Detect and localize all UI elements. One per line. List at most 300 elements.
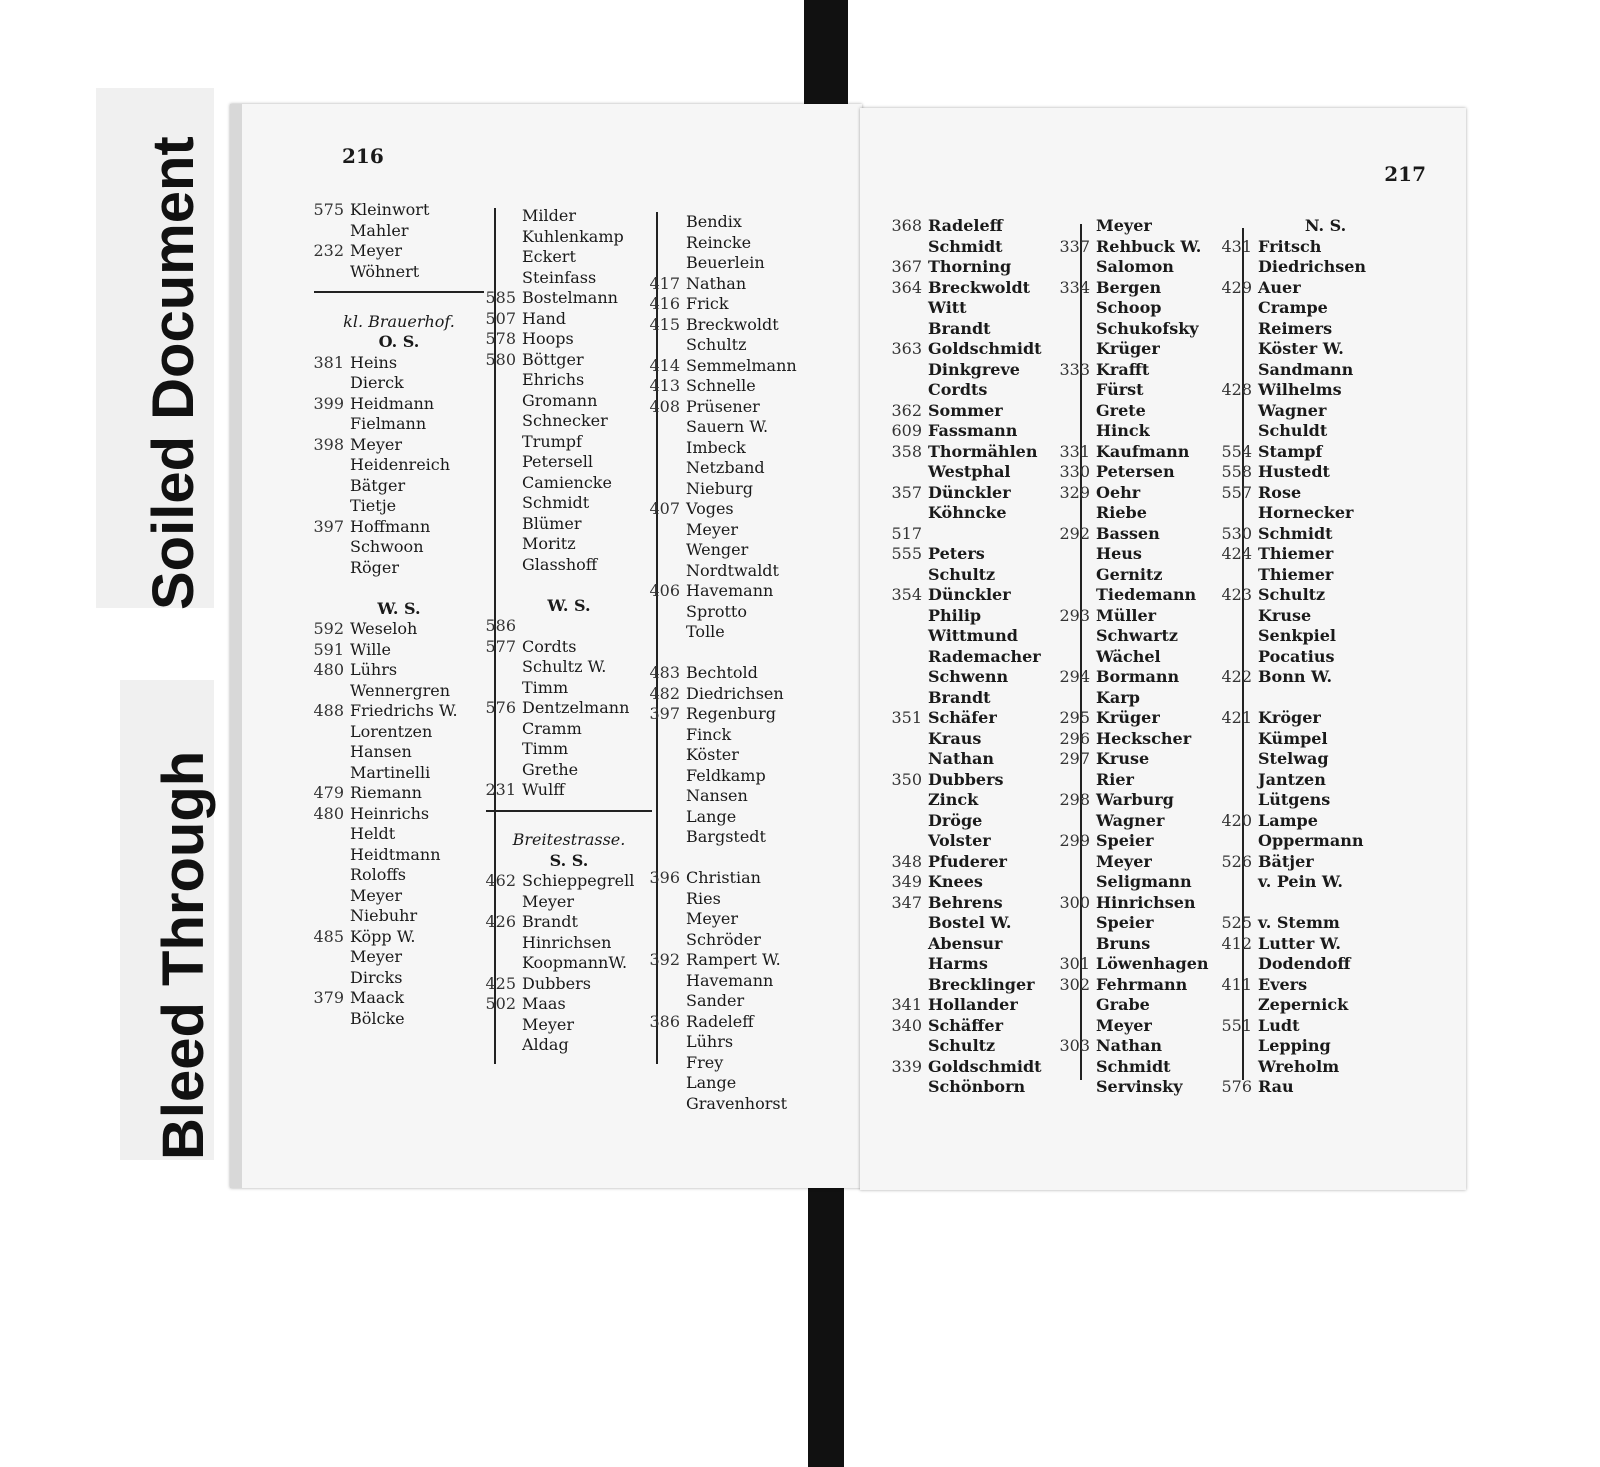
- resident-name: Westphal: [928, 462, 1011, 481]
- resident-entry: [1056, 360, 1226, 381]
- resident-name: Pocatius: [1258, 646, 1335, 666]
- resident-name: Nieburg: [686, 478, 754, 498]
- resident-entry: [1056, 626, 1226, 647]
- left-page: [230, 104, 862, 1188]
- resident-entry: [888, 421, 1078, 442]
- house-number: 485: [313, 926, 344, 946]
- house-number: 417: [649, 273, 680, 293]
- resident-entry: [888, 872, 1078, 893]
- resident-entry: [482, 493, 656, 514]
- resident-entry: [646, 520, 851, 541]
- house-number: 416: [649, 294, 680, 313]
- resident-name: Evers: [1258, 974, 1308, 994]
- resident-entry: [646, 766, 851, 787]
- resident-entry: [646, 1094, 851, 1115]
- house-number: 525: [1221, 913, 1252, 932]
- section-rule: [482, 810, 656, 831]
- house-number: 428: [1221, 380, 1252, 399]
- resident-entry: [1218, 524, 1433, 545]
- resident-name: Lorentzen: [350, 721, 433, 741]
- resident-name: Hinrichsen: [522, 932, 612, 952]
- resident-entry: [310, 455, 488, 476]
- resident-entry: [310, 886, 488, 907]
- resident-entry: [482, 739, 656, 760]
- resident-entry: [888, 934, 1078, 955]
- resident-name: Schmidt: [928, 236, 1003, 256]
- resident-name: Rose: [1258, 482, 1302, 502]
- resident-entry: [888, 1077, 1078, 1098]
- resident-entry: [1218, 872, 1433, 893]
- resident-name: Regenburg: [686, 704, 776, 723]
- resident-entry: [1218, 237, 1433, 258]
- house-number: 502: [485, 994, 516, 1013]
- house-number: 399: [313, 393, 344, 413]
- resident-name: Mahler: [350, 220, 409, 240]
- resident-name: Nordtwaldt: [686, 560, 779, 580]
- house-number: 339: [891, 1056, 922, 1076]
- resident-entry: [646, 704, 851, 725]
- resident-name: Meyer: [350, 947, 403, 966]
- house-number: 301: [1059, 954, 1090, 973]
- resident-entry: [1218, 790, 1433, 811]
- resident-name: Brecklinger: [928, 974, 1035, 994]
- resident-name: Schuldt: [1258, 421, 1328, 440]
- resident-entry: [310, 968, 488, 989]
- resident-name: Schwartz: [1096, 626, 1178, 645]
- resident-name: Nathan: [686, 273, 747, 293]
- resident-entry: [646, 745, 851, 766]
- resident-name: Brandt: [522, 912, 578, 931]
- resident-entry: [1056, 995, 1226, 1016]
- resident-name: Netzband: [686, 458, 765, 477]
- page-number: 216: [342, 144, 384, 168]
- resident-entry: [646, 499, 851, 520]
- resident-entry: [482, 309, 656, 330]
- house-number: 368: [891, 216, 922, 235]
- resident-name: Roloffs: [350, 865, 407, 884]
- resident-entry: [1056, 216, 1226, 237]
- resident-entry: [1056, 278, 1226, 299]
- resident-name: Breckwoldt: [686, 314, 779, 334]
- house-number: 398: [313, 434, 344, 454]
- resident-entry: [310, 783, 488, 804]
- resident-name: Lange: [686, 806, 737, 826]
- resident-entry: [1056, 257, 1226, 278]
- resident-entry: [888, 257, 1078, 278]
- house-number: 381: [313, 352, 344, 372]
- spine-top: [804, 0, 848, 108]
- resident-name: Köhncke: [928, 503, 1007, 522]
- house-number: 576: [1221, 1077, 1252, 1096]
- resident-entry: [888, 380, 1078, 401]
- resident-name: Blümer: [522, 513, 582, 533]
- resident-name: KoopmannW.: [522, 953, 628, 972]
- resident-name: Witt: [928, 298, 967, 317]
- resident-name: Weseloh: [350, 619, 418, 638]
- house-number: 431: [1221, 236, 1252, 256]
- resident-name: Reincke: [686, 232, 752, 252]
- right-page: [860, 108, 1466, 1190]
- resident-name: Wittmund: [928, 626, 1018, 645]
- resident-name: Behrens: [928, 892, 1003, 912]
- resident-name: Abensur: [928, 933, 1003, 953]
- house-number: 396: [649, 868, 680, 887]
- resident-name: Lütgens: [1258, 790, 1331, 809]
- resident-entry: [888, 565, 1078, 586]
- resident-entry: [646, 233, 851, 254]
- resident-name: Sprotto: [686, 601, 747, 621]
- resident-name: Schultz: [686, 335, 747, 354]
- resident-name: Lange: [686, 1073, 737, 1092]
- resident-entry: [482, 678, 656, 699]
- resident-entry: [888, 831, 1078, 852]
- resident-name: Dubbers: [522, 973, 591, 993]
- house-number: 362: [891, 400, 922, 420]
- house-number: 411: [1221, 974, 1252, 994]
- house-number: 354: [891, 585, 922, 604]
- resident-entry: [482, 719, 656, 740]
- resident-name: Speier: [1096, 913, 1154, 932]
- resident-name: Schoop: [1096, 298, 1162, 317]
- resident-entry: [1218, 565, 1433, 586]
- house-number: 392: [649, 950, 680, 969]
- resident-entry: [1218, 585, 1433, 606]
- resident-entry: [310, 947, 488, 968]
- resident-name: Köpp W.: [350, 926, 416, 946]
- resident-entry: [1056, 975, 1226, 996]
- resident-entry: [1218, 831, 1433, 852]
- house-number: 423: [1221, 585, 1252, 604]
- spacer: [482, 575, 656, 596]
- house-number: 592: [313, 619, 344, 638]
- resident-name: Rehbuck W.: [1096, 236, 1202, 256]
- resident-name: Frick: [686, 294, 729, 313]
- resident-entry: [1218, 913, 1433, 934]
- right-column-1: [888, 216, 1078, 1098]
- resident-name: Krafft: [1096, 359, 1150, 379]
- resident-entry: [888, 360, 1078, 381]
- resident-entry: [646, 376, 851, 397]
- resident-entry: [1218, 1077, 1433, 1098]
- resident-entry: [1056, 770, 1226, 791]
- resident-name: Moritz: [522, 534, 576, 553]
- resident-entry: [482, 1015, 656, 1036]
- resident-entry: [1218, 708, 1433, 729]
- resident-entry: [1218, 749, 1433, 770]
- resident-name: Goldschmidt: [928, 1056, 1042, 1076]
- resident-entry: [646, 540, 851, 561]
- house-number: 333: [1059, 359, 1090, 379]
- resident-name: Prüsener: [686, 396, 760, 416]
- resident-name: Bargstedt: [686, 827, 766, 846]
- resident-entry: [310, 906, 488, 927]
- resident-entry: [1056, 811, 1226, 832]
- resident-name: Cramm: [522, 718, 582, 738]
- house-number: 554: [1221, 441, 1252, 461]
- resident-name: Krüger: [1096, 339, 1160, 358]
- resident-entry: [1218, 298, 1433, 319]
- resident-name: Brandt: [928, 318, 991, 338]
- house-number: 488: [313, 701, 344, 720]
- resident-entry: [482, 452, 656, 473]
- resident-entry: [310, 1009, 488, 1030]
- house-number: 358: [891, 441, 922, 461]
- resident-name: Havemann: [686, 970, 774, 990]
- resident-name: Kuhlenkamp: [522, 226, 624, 246]
- resident-entry: [1056, 708, 1226, 729]
- resident-entry: [1056, 647, 1226, 668]
- house-number: 298: [1059, 790, 1090, 809]
- section-rule: [310, 291, 488, 312]
- resident-name: Köster: [686, 745, 739, 764]
- resident-entry: [310, 988, 488, 1009]
- resident-entry: [646, 1053, 851, 1074]
- resident-name: Fürst: [1096, 380, 1144, 399]
- resident-entry: [888, 811, 1078, 832]
- side-heading: W. S.: [547, 595, 591, 615]
- resident-name: Lührs: [350, 660, 398, 679]
- resident-entry: [1056, 565, 1226, 586]
- resident-name: v. Pein W.: [1258, 872, 1343, 891]
- resident-entry: [888, 852, 1078, 873]
- house-number: 302: [1059, 974, 1090, 994]
- resident-name: Gravenhorst: [686, 1093, 788, 1113]
- resident-name: Hand: [522, 308, 567, 328]
- resident-entry: [1056, 1036, 1226, 1057]
- section-rule-line: [486, 810, 652, 812]
- house-number: 586: [485, 616, 516, 635]
- spacer: [1218, 893, 1433, 914]
- resident-entry: [646, 663, 851, 684]
- resident-entry: [1056, 893, 1226, 914]
- resident-name: Schukofsky: [1096, 318, 1199, 338]
- resident-name: Böttger: [522, 349, 584, 369]
- house-number: 231: [485, 780, 516, 799]
- resident-entry: [310, 722, 488, 743]
- house-number: 349: [891, 872, 922, 891]
- house-number: 517: [891, 523, 922, 543]
- resident-name: Hinrichsen: [1096, 892, 1196, 912]
- resident-entry: [888, 585, 1078, 606]
- resident-name: Friedrichs W.: [350, 701, 458, 720]
- house-number: 480: [313, 660, 344, 679]
- house-number: 576: [485, 698, 516, 717]
- resident-name: Rademacher: [928, 646, 1041, 666]
- resident-entry: [310, 496, 488, 517]
- resident-entry: [482, 698, 656, 719]
- resident-name: Bostelmann: [522, 288, 618, 307]
- resident-entry: [646, 1032, 851, 1053]
- resident-name: Zepernick: [1258, 995, 1349, 1014]
- resident-name: Schäfer: [928, 708, 997, 727]
- house-number: 426: [485, 912, 516, 931]
- resident-name: Havemann: [686, 581, 774, 600]
- resident-name: Schäffer: [928, 1015, 1004, 1035]
- resident-name: Bätjer: [1258, 851, 1314, 871]
- resident-entry: [1056, 606, 1226, 627]
- resident-entry: [1218, 421, 1433, 442]
- resident-entry: [1218, 442, 1433, 463]
- resident-entry: [310, 414, 488, 435]
- resident-entry: [310, 262, 488, 283]
- resident-name: Hoops: [522, 329, 574, 348]
- resident-entry: [646, 971, 851, 992]
- resident-entry: [1056, 913, 1226, 934]
- resident-name: Peters: [928, 544, 985, 563]
- resident-name: Sandmann: [1258, 359, 1354, 379]
- resident-entry: [888, 729, 1078, 750]
- resident-entry: [646, 868, 851, 889]
- resident-name: Dircks: [350, 967, 403, 987]
- resident-entry: [482, 268, 656, 289]
- house-number: 329: [1059, 482, 1090, 502]
- house-number: 585: [485, 288, 516, 307]
- resident-name: Radeleff: [928, 216, 1003, 235]
- house-number: 334: [1059, 277, 1090, 297]
- resident-name: Timm: [522, 677, 569, 697]
- house-number: 293: [1059, 605, 1090, 625]
- resident-entry: [888, 770, 1078, 791]
- resident-name: Bassen: [1096, 523, 1160, 543]
- resident-name: Glasshoff: [522, 554, 598, 574]
- resident-entry: [646, 438, 851, 459]
- house-number: 413: [649, 376, 680, 395]
- resident-entry: [646, 315, 851, 336]
- resident-entry: [888, 626, 1078, 647]
- resident-entry: [888, 483, 1078, 504]
- resident-entry: [888, 688, 1078, 709]
- resident-name: Gromann: [522, 390, 598, 410]
- resident-entry: [1056, 380, 1226, 401]
- resident-name: Wille: [350, 639, 391, 659]
- resident-name: Voges: [686, 499, 734, 518]
- house-number: 575: [313, 200, 344, 219]
- resident-name: Riemann: [350, 783, 422, 802]
- resident-name: Cordts: [522, 636, 577, 656]
- resident-entry: [888, 954, 1078, 975]
- resident-name: Diedrichsen: [686, 683, 784, 703]
- resident-entry: [482, 1035, 656, 1056]
- resident-entry: [1056, 298, 1226, 319]
- resident-entry: [310, 865, 488, 886]
- resident-name: Volster: [928, 831, 991, 850]
- house-number: 341: [891, 995, 922, 1014]
- resident-entry: [310, 763, 488, 784]
- resident-name: Hustedt: [1258, 462, 1330, 481]
- side-heading: S. S.: [549, 850, 589, 870]
- resident-entry: [1056, 831, 1226, 852]
- resident-name: Brandt: [928, 687, 991, 707]
- resident-name: Milder: [522, 206, 576, 225]
- resident-entry: [1218, 934, 1433, 955]
- resident-name: Eckert: [522, 247, 576, 266]
- resident-name: Thorning: [928, 257, 1012, 276]
- resident-entry: [482, 411, 656, 432]
- resident-name: Meyer: [1096, 216, 1152, 235]
- soiled-document-stamp: Soiled Document: [141, 136, 206, 610]
- resident-name: Crampe: [1258, 298, 1328, 317]
- resident-name: Stampf: [1258, 441, 1323, 461]
- resident-entry: [1056, 1057, 1226, 1078]
- resident-name: Meyer: [350, 434, 403, 454]
- resident-entry: [888, 278, 1078, 299]
- house-number: 408: [649, 396, 680, 416]
- resident-name: Heldt: [350, 824, 396, 843]
- house-number: 357: [891, 482, 922, 502]
- spacer: [1218, 688, 1433, 709]
- resident-entry: [888, 647, 1078, 668]
- resident-name: Lührs: [686, 1032, 734, 1051]
- resident-name: Schultz: [928, 1036, 996, 1055]
- resident-name: Lampe: [1258, 810, 1318, 830]
- resident-name: Feldkamp: [686, 765, 766, 785]
- resident-entry: [1218, 503, 1433, 524]
- section-rule-line: [314, 291, 484, 293]
- resident-entry: [888, 339, 1078, 360]
- resident-entry: [1218, 483, 1433, 504]
- resident-entry: [888, 1016, 1078, 1037]
- house-number: 407: [649, 499, 680, 518]
- resident-entry: [888, 298, 1078, 319]
- resident-entry: [1056, 524, 1226, 545]
- resident-entry: [1056, 667, 1226, 688]
- resident-name: Kruse: [1096, 749, 1150, 768]
- left-column-1: [310, 200, 488, 1029]
- resident-name: Aldag: [522, 1035, 569, 1054]
- house-number: 379: [313, 988, 344, 1007]
- resident-name: Hansen: [350, 742, 412, 761]
- resident-name: Schönborn: [928, 1077, 1026, 1096]
- resident-entry: [482, 871, 656, 892]
- right-column-2: [1056, 216, 1226, 1098]
- resident-name: Thiemer: [1258, 544, 1334, 563]
- resident-name: Salomon: [1096, 257, 1174, 276]
- resident-entry: [482, 555, 656, 576]
- house-number: 415: [649, 314, 680, 334]
- resident-name: Kümpel: [1258, 728, 1328, 748]
- resident-name: Dodendoff: [1258, 954, 1351, 973]
- left-column-3: [646, 212, 851, 1114]
- resident-name: Thormählen: [928, 441, 1038, 461]
- resident-entry: [1056, 872, 1226, 893]
- resident-name: Meyer: [522, 1014, 575, 1034]
- side-heading: W. S.: [377, 598, 421, 618]
- resident-entry: [1218, 339, 1433, 360]
- house-number: 331: [1059, 441, 1090, 461]
- resident-name: Schnecker: [522, 411, 608, 430]
- resident-entry: [646, 786, 851, 807]
- resident-name: Wennergren: [350, 680, 450, 700]
- resident-entry: [1218, 401, 1433, 422]
- resident-name: Schultz W.: [522, 657, 607, 676]
- resident-name: Harms: [928, 954, 988, 973]
- house-number: 363: [891, 339, 922, 358]
- resident-name: Müller: [1096, 605, 1157, 625]
- resident-name: Rier: [1096, 769, 1134, 789]
- house-number: 296: [1059, 728, 1090, 748]
- resident-name: Schröder: [686, 929, 761, 949]
- resident-name: Tiedemann: [1096, 585, 1197, 604]
- resident-name: Löwenhagen: [1096, 954, 1209, 973]
- resident-entry: [310, 241, 488, 262]
- resident-entry: [482, 473, 656, 494]
- resident-entry: [1218, 278, 1433, 299]
- resident-name: Trumpf: [522, 431, 582, 451]
- resident-entry: [482, 227, 656, 248]
- resident-entry: [1218, 995, 1433, 1016]
- house-number: 292: [1059, 523, 1090, 543]
- house-number: 297: [1059, 749, 1090, 768]
